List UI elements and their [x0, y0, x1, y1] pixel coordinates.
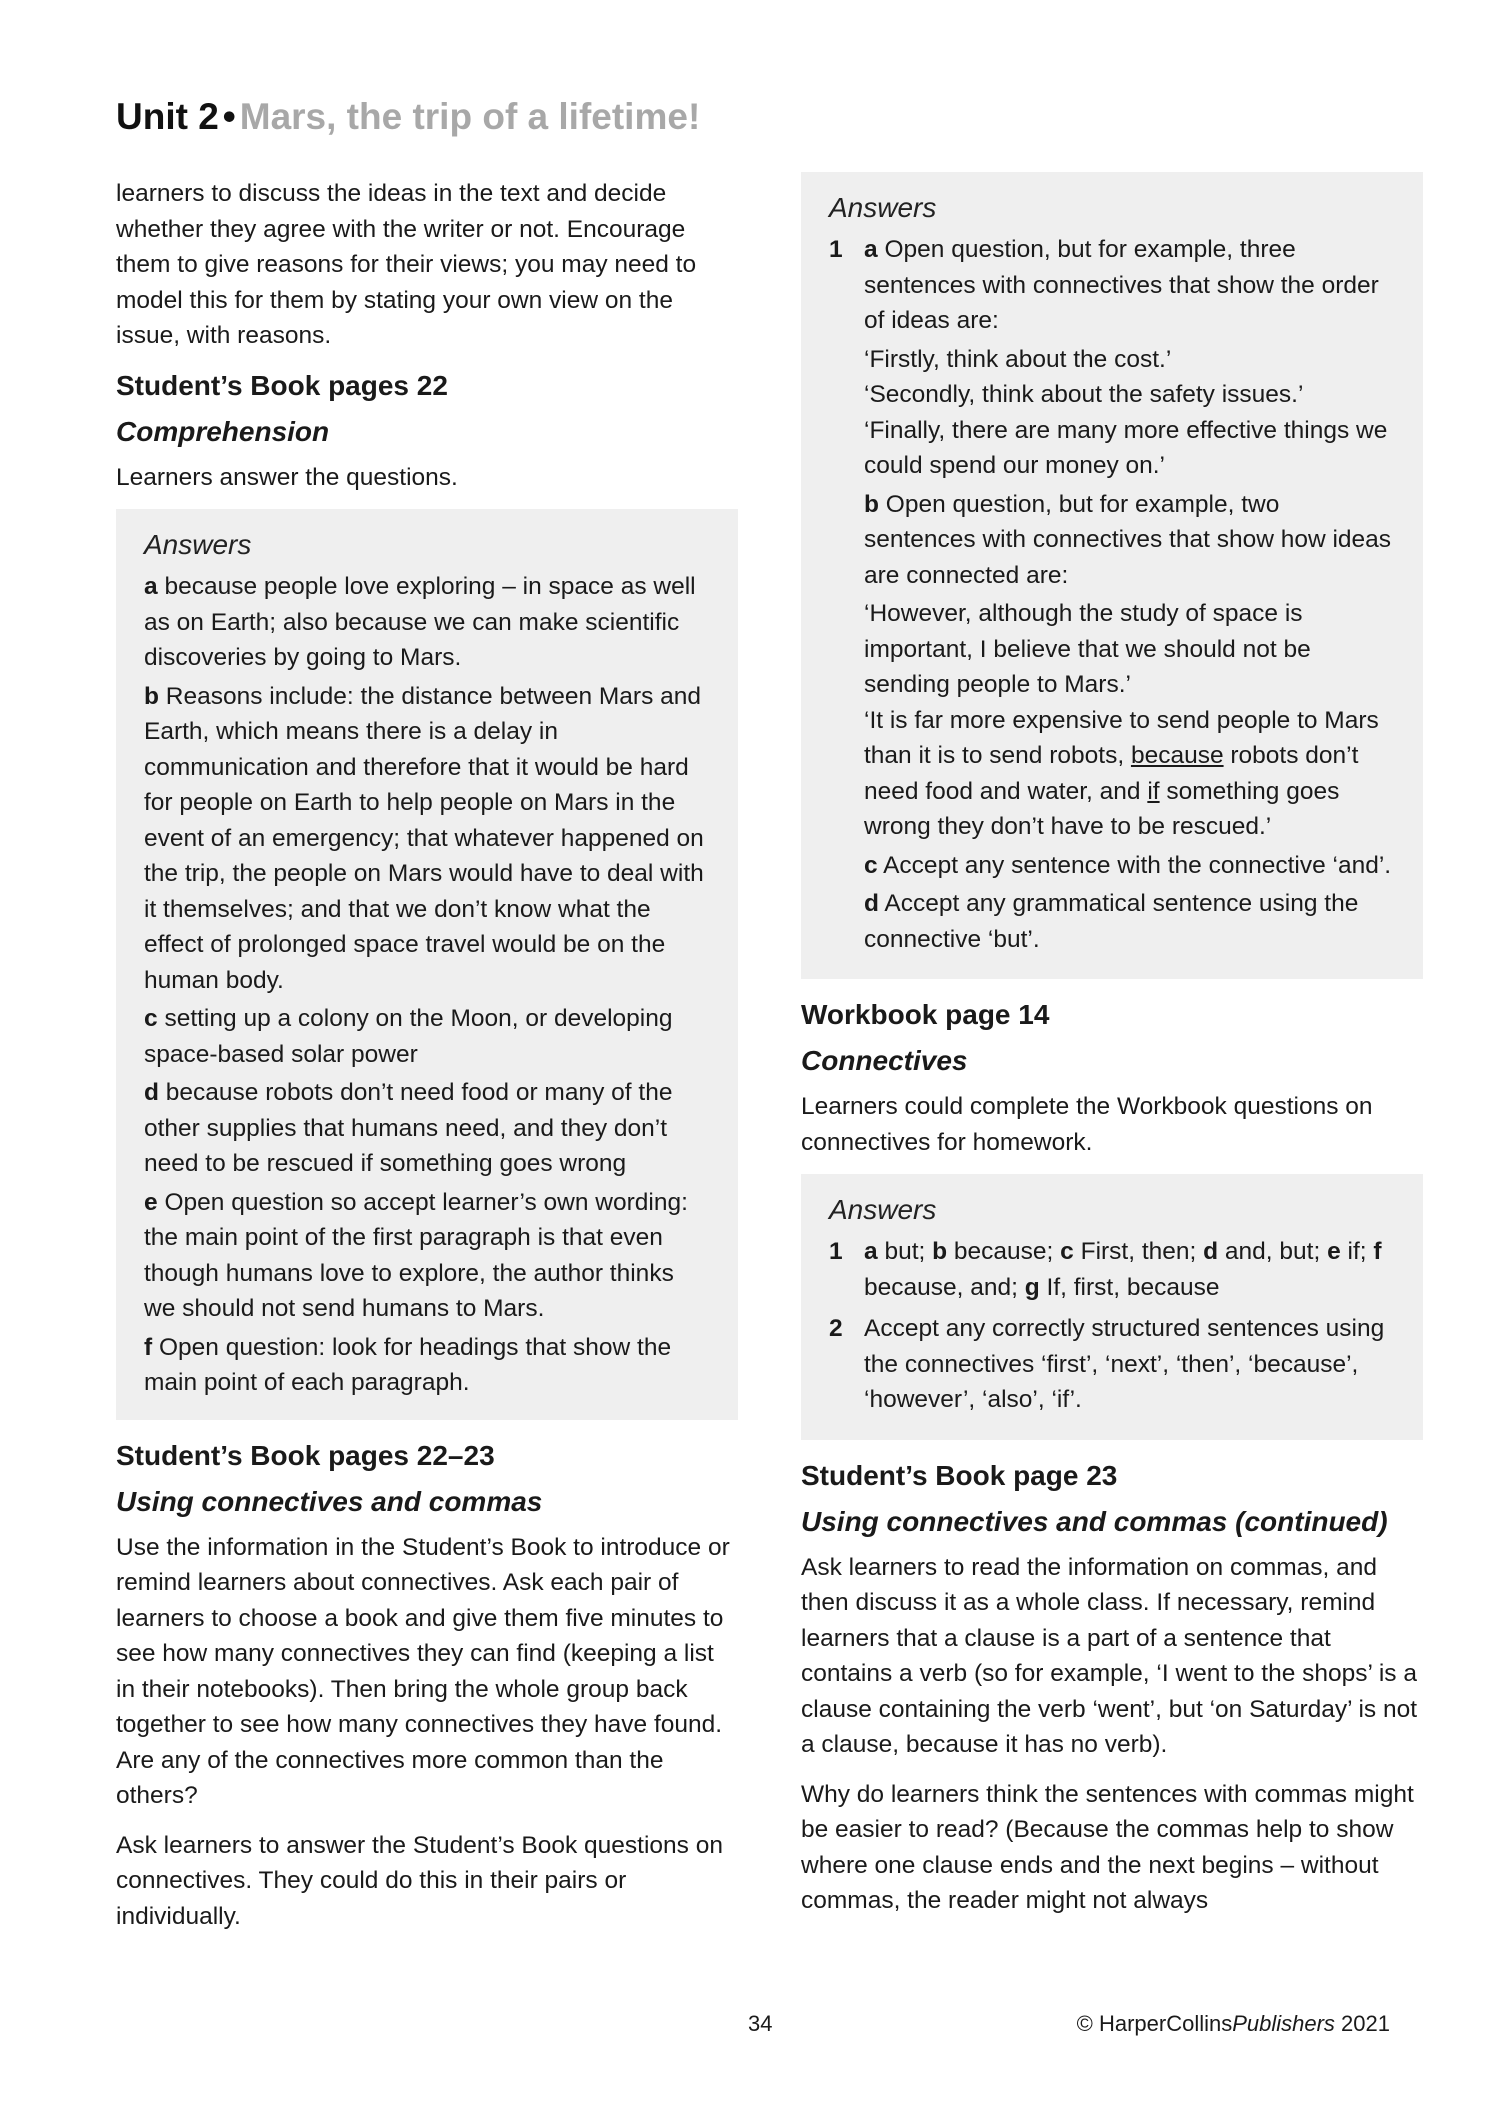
page-number: 34: [748, 2011, 773, 2036]
answer-item: Accept any correctly structured sentences using the connectives ‘first’, ‘next’, ‘then’, ‘because’, ‘however’, ‘also’, ‘if’.: [864, 1315, 1385, 1413]
section-heading-workbook-14: Workbook page 14: [801, 999, 1050, 1030]
answer-item: c setting up a colony on the Moon, or developing space-based solar power: [144, 1005, 673, 1068]
section-heading-sb-22-23: Student’s Book pages 22–23: [116, 1439, 495, 1471]
answer-number: 2: [829, 1315, 843, 1342]
section-subheading-connectives: Connectives: [801, 1045, 968, 1076]
left-column: [116, 176, 738, 1948]
connectives-paragraph-1: Use the information in the Student’s Book to introduce or remind learners about connectives. Ask each pair of learners to choose a book and give them five minutes to see how many connectives they can find (keeping a list in their notebooks). Then bring the whole group back together to see how many connectives they have found. Are any of the connectives more common than the others?: [116, 1533, 730, 1809]
answers-box-comprehension: [116, 509, 738, 1420]
answer-item: a Open question, but for example, three sentences with connectives that show the order of ideas are:: [864, 236, 1379, 334]
answer-item: b Open question, but for example, two sentences with connectives that show how ideas are connected are:: [864, 490, 1392, 589]
commas-paragraph-1: Ask learners to read the information on commas, and then discuss it as a whole class. If necessary, remind learners that a clause is a part of a sentence that contains a verb (so for example, ‘I went to the shops’ is a clause containing the verb ‘went’, but ‘on Saturday’ is not a clause, because it has no verb).: [801, 1553, 1418, 1758]
intro-paragraph: learners to discuss the ideas in the text and decide whether they agree with the writer or not. Encourage them to give reasons for their views; you may need to model this for them by stating your own view on the issue, with reasons.: [116, 180, 697, 349]
answer-item: d because robots don’t need food or many of the other supplies that humans need, and they don’t need to be rescued if something goes wrong: [144, 1079, 673, 1177]
answer-item: a but; b because; c First, then; d and, but; e if; f because, and; g If, first, because: [864, 1238, 1382, 1301]
example-quote: ‘However, although the study of space is important, I believe that we should not be sending people to Mars.’: [864, 600, 1311, 698]
answers-title: Answers: [829, 192, 937, 223]
section-heading-sb-22: Student’s Book pages 22: [116, 369, 448, 401]
answers-box-connectives: [801, 172, 1423, 979]
numbered-answer: [829, 1311, 1395, 1421]
answer-item: b Reasons include: the distance between Mars and Earth, which means there is a delay in communication and therefore that it would be hard for people on Earth to help people on Mars in the event of an emergency; that whatever happened on the trip, the people on Mars would have to deal with it themselves; and that we don’t know what the effect of prolonged space travel would be on the human body.: [144, 682, 704, 994]
answer-item: c Accept any sentence with the connective ‘and’.: [864, 851, 1392, 879]
workbook-instruction: Learners could complete the Workbook questions on connectives for homework.: [801, 1093, 1373, 1156]
answer-item: d Accept any grammatical sentence using the connective ‘but’.: [864, 890, 1359, 953]
answers-title: Answers: [829, 1194, 937, 1225]
answer-number: 1: [829, 236, 843, 263]
example-quote: ‘Finally, there are many more effective things we could spend our money on.’: [864, 416, 1388, 479]
connectives-paragraph-2: Ask learners to answer the Student’s Book questions on connectives. They could do this in their pairs or individually.: [116, 1831, 723, 1930]
section-subheading-comprehension: Comprehension: [116, 415, 330, 447]
answer-item: e Open question so accept learner’s own wording: the main point of the first paragraph is that even though humans love to explore, the author thinks we should not send humans to Mars.: [144, 1188, 688, 1322]
unit-separator: •: [222, 96, 236, 137]
answers-title: Answers: [144, 529, 252, 560]
section-subheading-connectives-commas: Using connectives and commas: [116, 1485, 543, 1517]
numbered-answer: [829, 232, 1395, 960]
answers-box-workbook: [801, 1174, 1423, 1440]
unit-header: [116, 96, 700, 138]
example-quote: ‘It is far more expensive to send people to Mars than it is to send robots, because robots don’t need food and water, and if something goes wrong they don’t have to be rescued.’: [864, 706, 1379, 840]
commas-paragraph-2: Why do learners think the sentences with commas might be easier to read? (Because the commas help to show where one clause ends and the next begins – without commas, the reader might not always: [801, 1780, 1414, 1914]
example-quote: ‘Firstly, think about the cost.’: [864, 345, 1172, 373]
answer-item: a because people love exploring – in space as well as on Earth; also because we can make scientific discoveries by going to Mars.: [144, 573, 696, 671]
copyright-notice: © HarperCollinsPublishers 2021: [1076, 2011, 1390, 2036]
example-quote: ‘Secondly, think about the safety issues.’: [864, 381, 1304, 408]
right-column: [801, 172, 1423, 1933]
answer-item: f Open question: look for headings that show the main point of each paragraph.: [144, 1333, 672, 1396]
numbered-answer: [829, 1234, 1395, 1308]
unit-number: Unit 2: [116, 96, 219, 137]
section-subheading-connectives-commas-continued: Using connectives and commas (continued): [801, 1505, 1388, 1537]
comprehension-instruction: Learners answer the questions.: [116, 463, 458, 491]
section-heading-sb-23: Student’s Book page 23: [801, 1459, 1118, 1491]
unit-title: Mars, the trip of a lifetime!: [239, 96, 701, 137]
answer-number: 1: [829, 1238, 843, 1265]
